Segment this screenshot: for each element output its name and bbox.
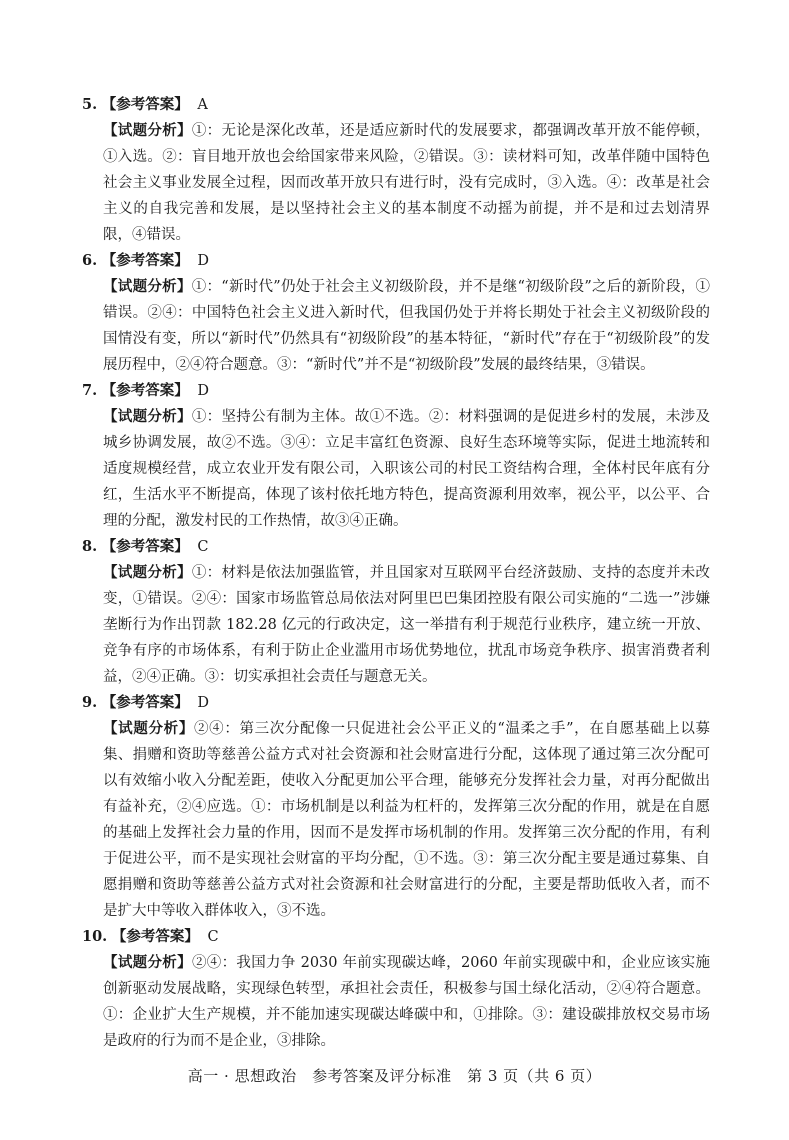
answer-value: D	[197, 695, 209, 711]
answer-value: A	[197, 97, 208, 113]
question-6	[82, 248, 710, 378]
analysis-label: 【试题分析】	[103, 408, 192, 425]
question-number: 6.	[82, 252, 98, 269]
answer-value: D	[197, 383, 209, 399]
analysis-text: ②④：我国力争 2030 年前实现碳达峰，2060 年前实现碳中和，企业应该实施创新驱动发展战略，实现绿色转型，承担社会责任，积极参与国土绿化活动，②④符合题意。①：企业扩大生产规模，并不能加速实现碳达峰碳中和，①排除。③：建设碳排放权交易市场是政府的行为而不是企业，③排除。	[103, 955, 711, 1049]
analysis-label: 【试题分析】	[103, 278, 192, 295]
question-header	[82, 690, 710, 716]
question-5	[82, 92, 710, 248]
question-7	[82, 378, 710, 534]
question-header	[82, 248, 710, 274]
answer-value: D	[197, 253, 209, 269]
page-footer: 高一 · 思想政治 参考答案及评分标准 第 3 页（共 6 页）	[187, 1067, 602, 1085]
answer-label: 【参考答案】	[101, 96, 189, 113]
analysis-text: ①：材料是依法加强监管，并且国家对互联网平台经济鼓励、支持的态度并未改变，①错误。②④：国家市场监管总局依法对阿里巴巴集团控股有限公司实施的“二选一”涉嫌垄断行为作出罚款 182.28 亿元的行政决定，这一举措有利于规范行业秩序，建立统一开放、竞争有序的市场体系，有利于防止企业滥用市场优势地位，扰乱市场竞争秩序、损害消费者利益，②④正确。③：切实承担社会责任与题意无关。	[103, 565, 710, 685]
analysis-block	[103, 274, 710, 378]
answer-label: 【参考答案】	[101, 694, 189, 711]
analysis-block	[103, 950, 710, 1054]
analysis-label: 【试题分析】	[103, 954, 192, 971]
answer-label: 【参考答案】	[111, 928, 199, 945]
question-number: 8.	[82, 538, 98, 555]
answer-label: 【参考答案】	[101, 382, 189, 399]
question-header	[82, 924, 710, 950]
question-number: 9.	[82, 694, 98, 711]
answer-label: 【参考答案】	[101, 538, 189, 555]
analysis-label: 【试题分析】	[103, 720, 195, 737]
answer-label: 【参考答案】	[101, 252, 189, 269]
analysis-text: ①：无论是深化改革，还是适应新时代的发展要求，都强调改革开放不能停顿，①入选。②：盲目地开放也会给国家带来风险，②错误。③：读材料可知，改革伴随中国特色社会主义事业发展全过程，因而改革开放只有进行时，没有完成时，③入选。④：改革是社会主义的自我完善和发展，是以坚持社会主义的基本制度不动摇为前提，并不是和过去划清界限，④错误。	[103, 123, 710, 243]
question-header	[82, 378, 710, 404]
analysis-label: 【试题分析】	[103, 564, 192, 581]
question-number: 10.	[82, 928, 108, 945]
analysis-block	[103, 404, 710, 534]
answer-list	[82, 92, 710, 1054]
analysis-text: ①：坚持公有制为主体。故①不选。②：材料强调的是促进乡村的发展，未涉及城乡协调发展，故②不选。③④：立足丰富红色资源、良好生态环境等实际，促进土地流转和适度规模经营，成立农业开发有限公司，入职该公司的村民工资结构合理，全体村民年底有分红，生活水平不断提高，体现了该村依托地方特色，提高资源利用效率，视公平，以公平、合理的分配，激发村民的工作热情，故③④正确。	[103, 409, 710, 529]
question-header	[82, 92, 710, 118]
analysis-block	[103, 716, 710, 924]
analysis-block	[103, 560, 710, 690]
question-number: 5.	[82, 96, 98, 113]
analysis-label: 【试题分析】	[103, 122, 192, 139]
question-10	[82, 924, 710, 1054]
answer-value: C	[197, 539, 209, 555]
question-8	[82, 534, 710, 690]
analysis-text: ②④：第三次分配像一只促进社会公平正义的“温柔之手”，在自愿基础上以募集、捐赠和资助等慈善公益方式对社会资源和社会财富进行分配，这体现了通过第三次分配可以有效缩小收入分配差距，使收入分配更加公平合理，能够充分发挥社会力量，对再分配做出有益补充，②④应选。①：市场机制是以利益为杠杆的，发挥第三次分配的作用，就是在自愿的基础上发挥社会力量的作用，因而不是发挥市场机制的作用。发挥第三次分配的作用，有利于促进公平，而不是实现社会财富的平均分配，①不选。③：第三次分配主要是通过募集、自愿捐赠和资助等慈善公益方式对社会资源和社会财富进行的分配，主要是帮助低收入者，而不是扩大中等收入群体收入，③不选。	[103, 721, 711, 919]
analysis-text: ①：“新时代”仍处于社会主义初级阶段，并不是继“初级阶段”之后的新阶段，①错误。②④：中国特色社会主义进入新时代，但我国仍处于并将长期处于社会主义初级阶段的国情没有变，所以“新时代”仍然具有“初级阶段”的基本特征，“新时代”存在于“初级阶段”的发展历程中，②④符合题意。③：“新时代”并不是“初级阶段”发展的最终结果，③错误。	[103, 279, 711, 373]
question-number: 7.	[82, 382, 98, 399]
answer-value: C	[207, 929, 219, 945]
question-header	[82, 534, 710, 560]
question-9	[82, 690, 710, 924]
analysis-block	[103, 118, 710, 248]
